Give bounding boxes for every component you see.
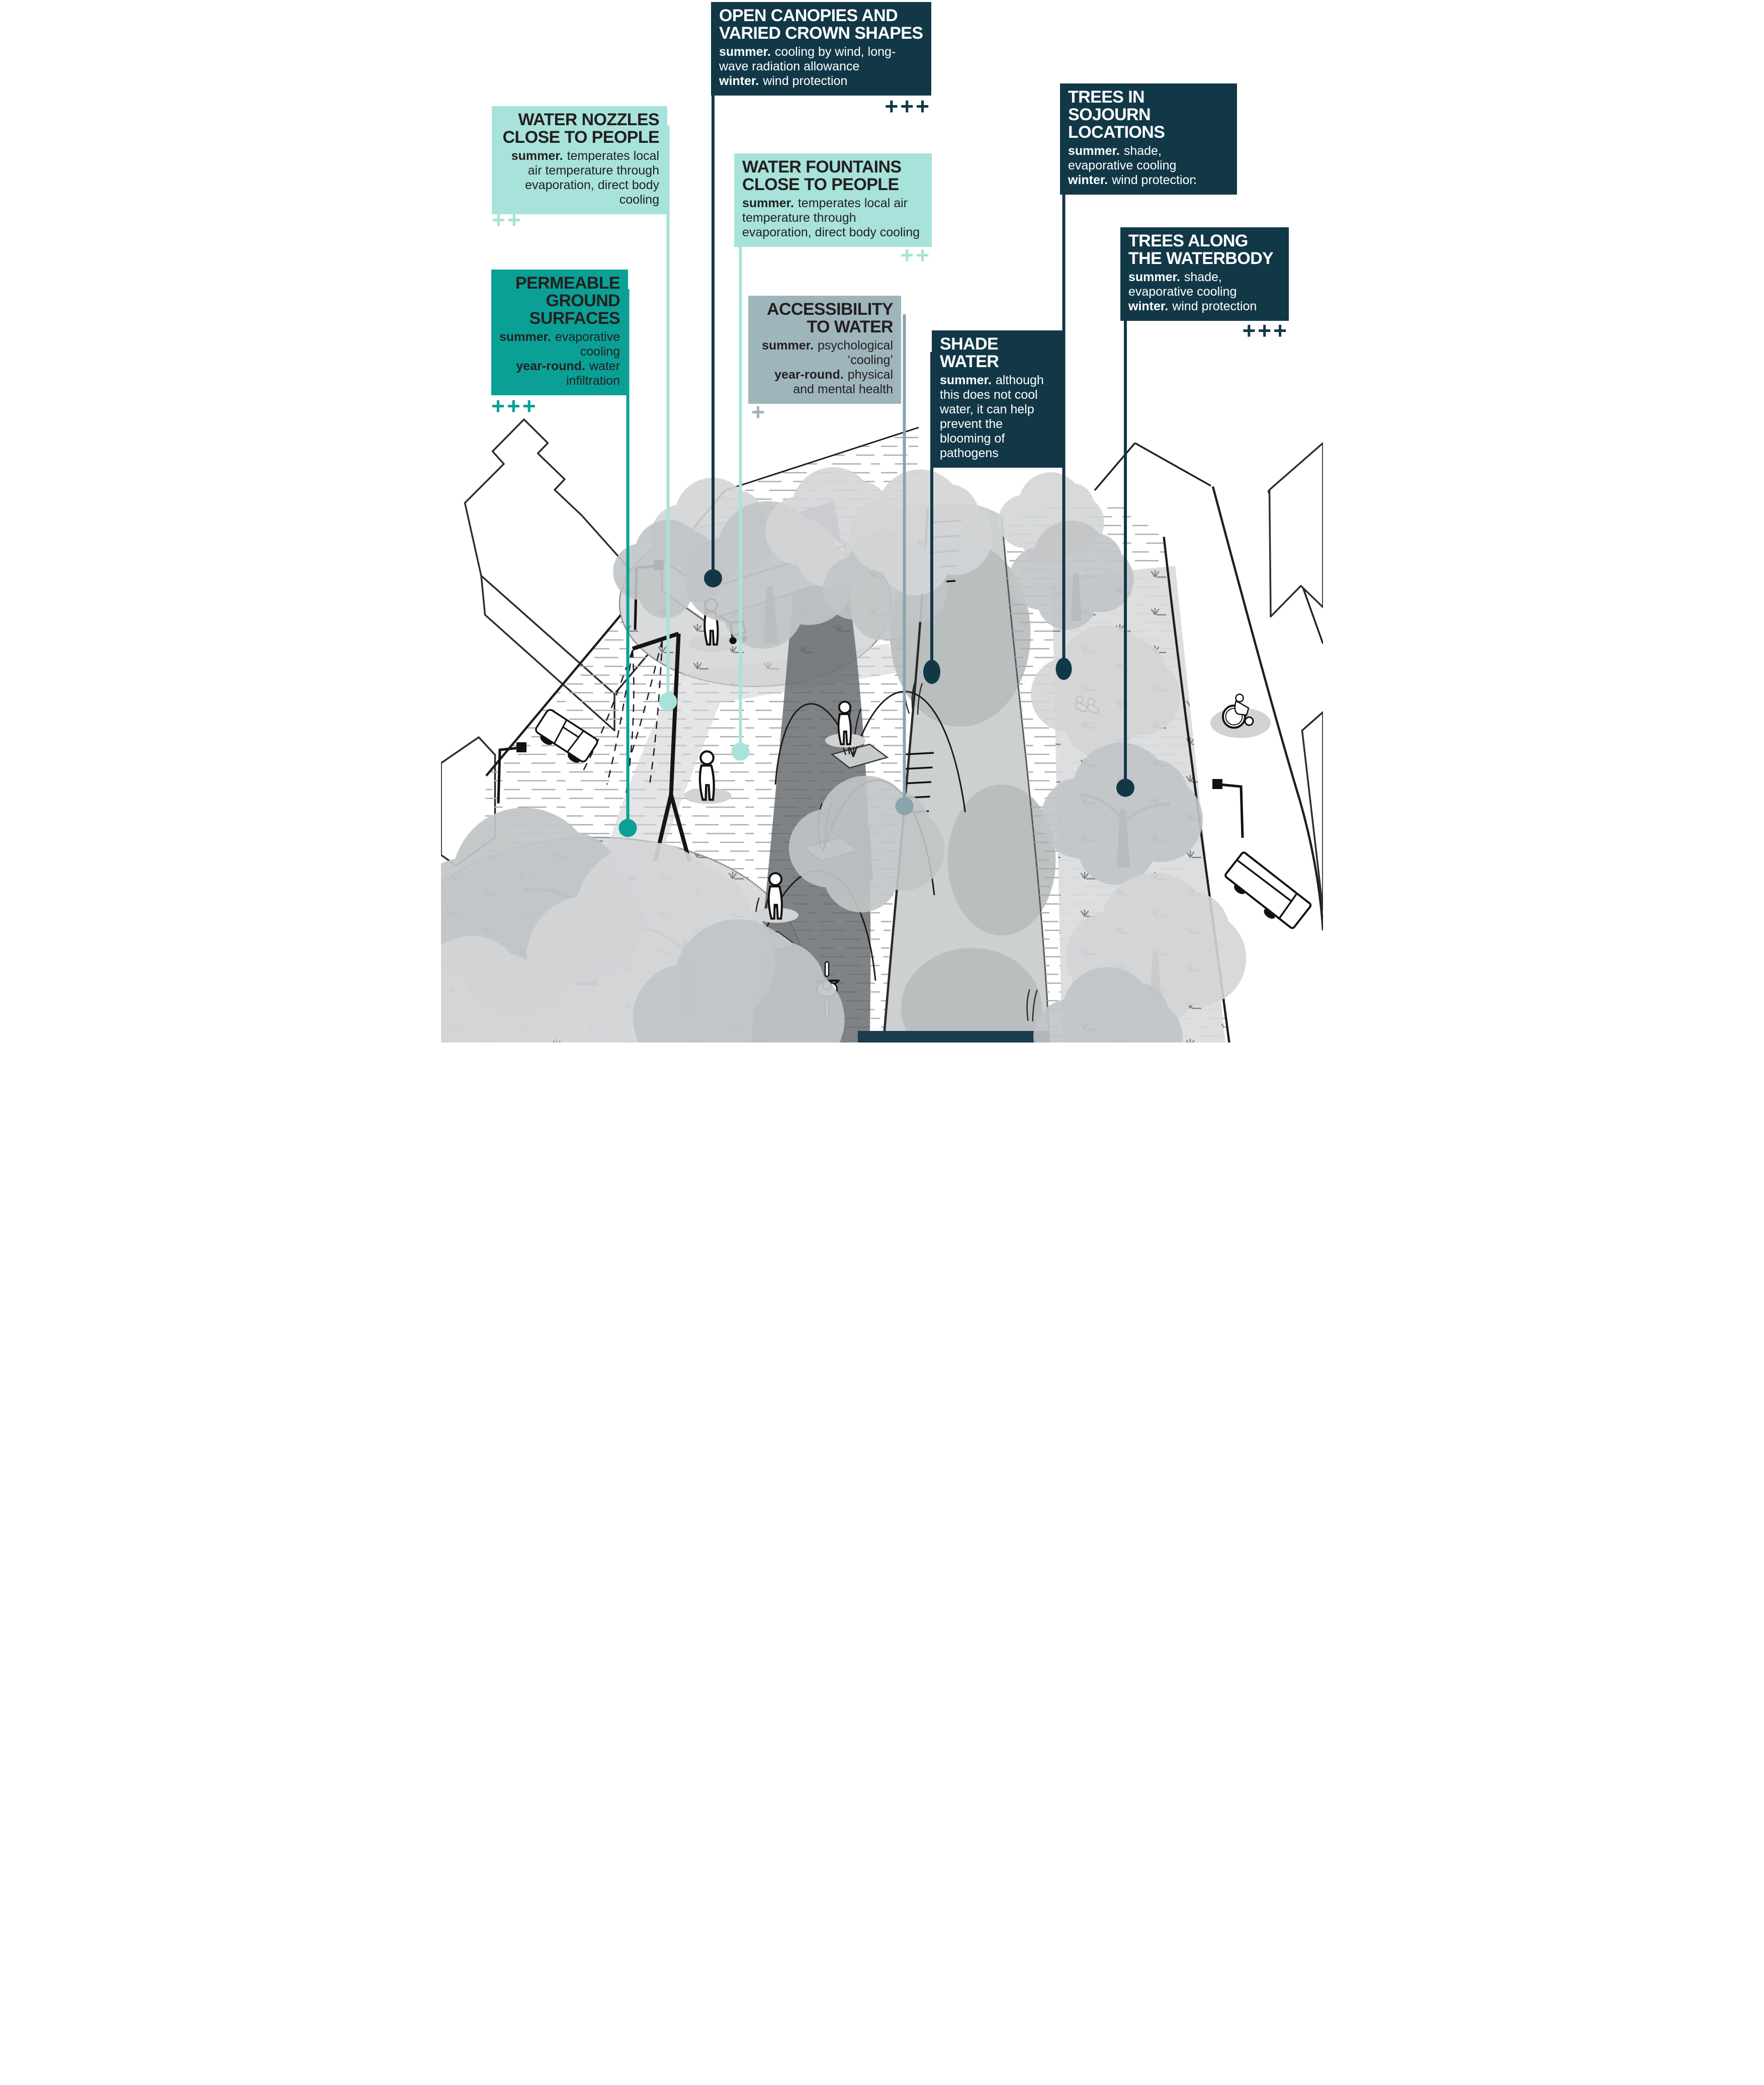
rating-permeable-ground: +++ <box>491 393 538 419</box>
right-buildings <box>1270 443 1324 910</box>
label-water-nozzles: WATER NOZZLES CLOSE TO PEOPLE summer. temperates local air temperature through evaporation, direct body cooling <box>492 106 667 214</box>
weir-edge <box>858 1031 1049 1042</box>
label-title: OPEN CANOPIES AND VARIED CROWN SHAPES <box>719 6 923 43</box>
rating-accessibility-water: + <box>751 399 767 425</box>
pedestrian <box>838 702 851 744</box>
anchor-permeable-ground <box>619 819 637 837</box>
street-lamp <box>1214 780 1243 838</box>
label-accessibility-water: ACCESSIBILITY TO WATER summer. psychological ‘cooling’ year-round. physical and mental health <box>748 296 901 404</box>
infographic-page <box>441 0 1323 1042</box>
label-permeable-ground: PERMEABLE GROUND SURFACES summer. evaporative cooling year-round. water infiltration <box>491 270 628 395</box>
anchor-accessibility-water <box>896 797 914 815</box>
pedestrian <box>769 873 782 918</box>
anchor-shade-water <box>923 660 940 684</box>
rating-open-canopies: +++ <box>885 93 931 119</box>
label-open-canopies: OPEN CANOPIES AND VARIED CROWN SHAPES summer. cooling by wind, long-wave radiation allowance winter. wind protection <box>711 2 931 96</box>
anchor-trees-waterbody <box>1116 779 1134 797</box>
label-trees-waterbody: TREES ALONG THE WATERBODY summer. shade, evaporative cooling winter. wind protection <box>1120 227 1289 321</box>
pedestrian <box>700 751 714 800</box>
label-title: ACCESSIBILITY TO WATER <box>766 300 893 337</box>
label-water-fountains: WATER FOUNTAINS CLOSE TO PEOPLE summer. temperates local air temperature through evaporation, direct body cooling <box>734 153 932 247</box>
rating-trees-waterbody: +++ <box>1242 317 1289 343</box>
anchor-open-canopies <box>704 569 722 587</box>
label-title: WATER FOUNTAINS CLOSE TO PEOPLE <box>742 157 902 195</box>
label-title: WATER NOZZLES CLOSE TO PEOPLE <box>502 110 659 147</box>
label-title: TREES ALONG THE WATERBODY <box>1128 231 1274 269</box>
label-trees-sojourn: TREES IN SOJOURN LOCATIONS summer. shade, evaporative cooling winter. wind protection <box>1060 83 1237 195</box>
label-shade-water: SHADE WATER summer. although this does not cool water, it can help prevent the blooming of pathogens <box>932 330 1065 468</box>
anchor-trees-sojourn <box>1056 658 1072 680</box>
anchor-water-nozzles <box>659 692 677 711</box>
label-title: TREES IN SOJOURN LOCATIONS <box>1068 88 1165 142</box>
rating-water-fountains: ++ <box>900 242 931 268</box>
label-title: SHADE WATER <box>940 334 999 372</box>
label-title: PERMEABLE GROUND SURFACES <box>515 274 620 328</box>
anchor-water-fountains <box>732 743 750 761</box>
wheelchair-user <box>1210 694 1271 738</box>
rating-trees-sojourn: +++ <box>1190 167 1237 194</box>
bus <box>1221 851 1311 933</box>
rating-water-nozzles: ++ <box>492 207 523 233</box>
